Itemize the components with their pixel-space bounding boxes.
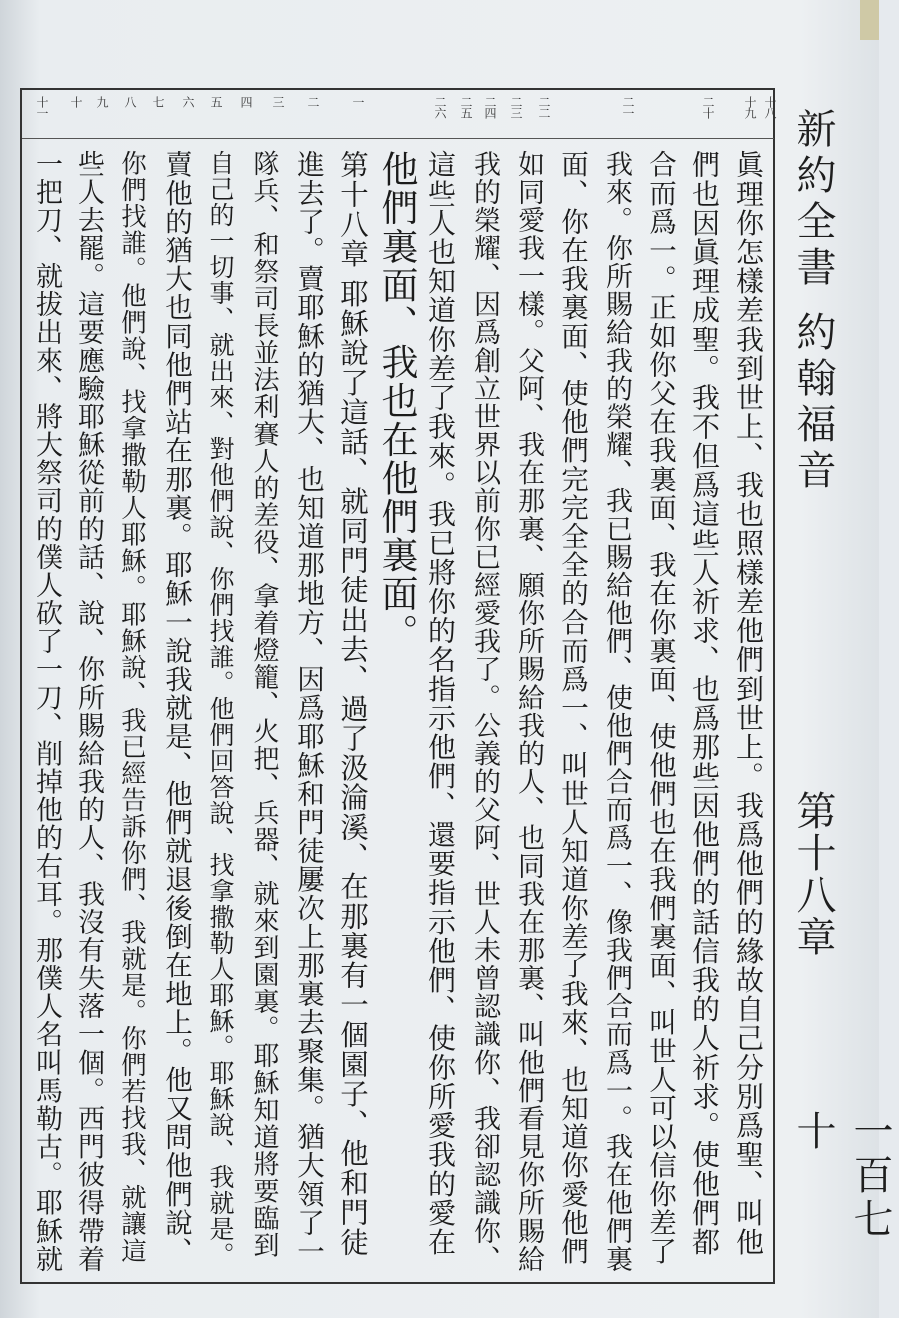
verse-ref: 二	[306, 96, 320, 107]
text-column: 賣他的猶大也同他們站在那裏。耶穌一說我就是、他們就退後倒在地上。他又問他們說、	[160, 150, 192, 1266]
text-column: 面、你在我裏面、使他們完完全全的合而爲一、叫世人知道你差了我來、也知道你愛他們	[556, 150, 588, 1266]
text-column: 第十八章 耶穌說了這話、就同門徒出去、過了汲淪溪、在那裏有一個園子、他和門徒	[336, 150, 369, 1257]
page-number: 一百七十	[790, 1110, 893, 1242]
verse-ref: 五	[209, 96, 223, 107]
running-header	[785, 100, 893, 1280]
text-column: 這些人也知道你差了我來。我已將你的名指示他們、還要指示他們、使你所愛我的愛在	[424, 150, 457, 1257]
verse-ref: 二六	[433, 96, 447, 118]
verse-ref: 七	[151, 96, 165, 107]
verse-ref: 三	[271, 96, 285, 107]
verse-ref: 十一	[35, 96, 49, 118]
verse-ref: 二三	[509, 96, 523, 118]
text-column: 們也因眞理成聖。我不但爲這些人祈求、也爲那些因他們的話信我的人祈求。使他們都	[688, 150, 721, 1257]
text-column: 你們找誰。他們說、找拿撒勒人耶穌。耶穌說、我已經告訴你們、我就是。你們若找我、就讓這	[117, 150, 147, 1264]
text-column: 自己的一切事、就出來、對他們說、你們找誰。他們回答說、找拿撒勒人耶穌。耶穌說、我就是。	[206, 150, 235, 1268]
chapter-label: 第十八章	[790, 790, 836, 958]
verse-ref: 九	[95, 96, 109, 107]
verse-ref: 二一	[621, 96, 635, 118]
text-column: 隊兵、和祭司長並法利賽人的差役、拿着燈籠、火把、兵器、就來到園裏。耶穌知道將要臨到	[249, 150, 279, 1259]
verse-reference-strip	[22, 92, 777, 139]
verse-ref: 二十	[701, 96, 715, 118]
verse-ref: 四	[239, 96, 253, 107]
text-column: 我的榮耀、因爲創立世界以前你已經愛我了。公義的父阿、世人未曾認識你、我卻認識你、	[469, 150, 500, 1274]
text-column: 他們裏面、我也在他們裏面。	[375, 150, 418, 652]
verse-ref: 十	[69, 96, 83, 107]
verse-ref: 八	[123, 96, 137, 107]
text-column: 些人去罷。這要應驗耶穌從前的話、說、你所賜給我的人、我沒有失落一個。西門彼得帶着	[73, 150, 104, 1274]
page-corner	[860, 0, 879, 40]
verse-ref: 十八	[763, 96, 777, 118]
text-column: 我來。你所賜給我的榮耀、我已賜給他們、使他們合而爲一、像我們合而爲一。我在他們裏	[601, 150, 632, 1274]
text-column: 一把刀、就拔出來、將大祭司的僕人砍了一刀、削掉他的右耳。那僕人名叫馬勒古。耶穌就	[31, 150, 62, 1274]
text-column: 眞理你怎樣差我到世上、我也照樣差他們到世上。我爲他們的緣故自己分別爲聖、叫他	[732, 150, 765, 1257]
verse-ref: 十九	[743, 96, 757, 118]
text-column: 進去了。賣耶穌的猶大、也知道那地方、因爲耶穌和門徒屢次上那裏去聚集。猶大領了一	[292, 150, 324, 1266]
verse-ref: 六	[181, 96, 195, 107]
verse-ref: 二二	[537, 96, 551, 118]
verse-ref: 二四	[483, 96, 497, 118]
verse-ref: 一	[351, 96, 365, 107]
book-title: 新約全書 約翰福音	[790, 108, 836, 495]
verse-ref: 二五	[459, 96, 473, 118]
text-column: 如同愛我一樣。父阿、我在那裏、願你所賜給我的人、也同我在那裏、叫他們看見你所賜給	[513, 150, 544, 1274]
text-column: 合而爲一。正如你父在我裏面、我在你裏面、使他們也在我們裏面、叫世人可以信你差了	[644, 150, 676, 1266]
